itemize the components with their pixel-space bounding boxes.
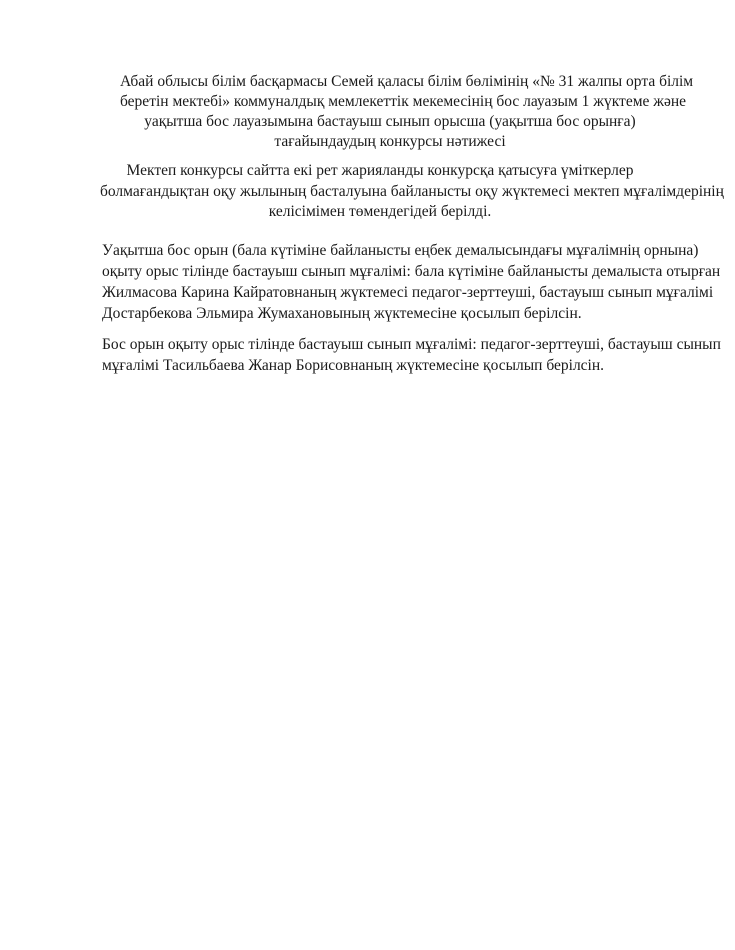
- paragraph-line: Бос орын оқыту орыс тілінде бастауыш сынып мұғалімі: педагог-зерттеуші, бастауыш сынып: [102, 336, 721, 353]
- title-line: Абай облысы білім басқармасы Семей қаласы білім бөлімінің «№ 31 жалпы орта білім: [120, 73, 694, 90]
- intro-paragraph: [100, 161, 724, 223]
- vacancy-paragraph: [102, 334, 721, 376]
- paragraph-line: Уақытша бос орын (бала күтіміне байланысты еңбек демалысындағы мұғалімнің орнына): [102, 242, 699, 259]
- paragraph-line: мұғалімі Тасильбаева Жанар Борисовнаның жүктемесіне қосылып берілсін.: [102, 357, 605, 374]
- intro-line: келісімімен төмендегідей берілді.: [268, 203, 492, 220]
- title-line: уақытша бос лауазымына бастауыш сынып орысша (уақытша бос орынға): [144, 113, 636, 130]
- paragraph-line: Жилмасова Карина Кайратовнаның жүктемесі педагог-зерттеуші, бастауыш сынып мұғалімі: [102, 284, 714, 301]
- title-line: тағайындаудың конкурсы нәтижесі: [274, 133, 506, 150]
- intro-line: болмағандықтан оқу жылының басталуына байланысты оқу жүктемесі мектеп мұғалімдерінің: [100, 182, 724, 200]
- intro-line: Мектеп конкурсы сайтта екі рет жарияланды конкурсқа қатысуға үміткерлер: [126, 162, 634, 179]
- document-title: [120, 72, 694, 152]
- title-line: беретін мектебі» коммуналдық мемлекеттік мекемесінің бос лауазым 1 жүктеме және: [120, 93, 687, 110]
- temporary-vacancy-paragraph: [102, 240, 721, 324]
- paragraph-line: Достарбекова Эльмира Жумахановының жүктемесіне қосылып берілсін.: [102, 305, 582, 322]
- paragraph-line: оқыту орыс тілінде бастауыш сынып мұғалімі: бала күтіміне байланысты демалыста отырған: [102, 263, 721, 280]
